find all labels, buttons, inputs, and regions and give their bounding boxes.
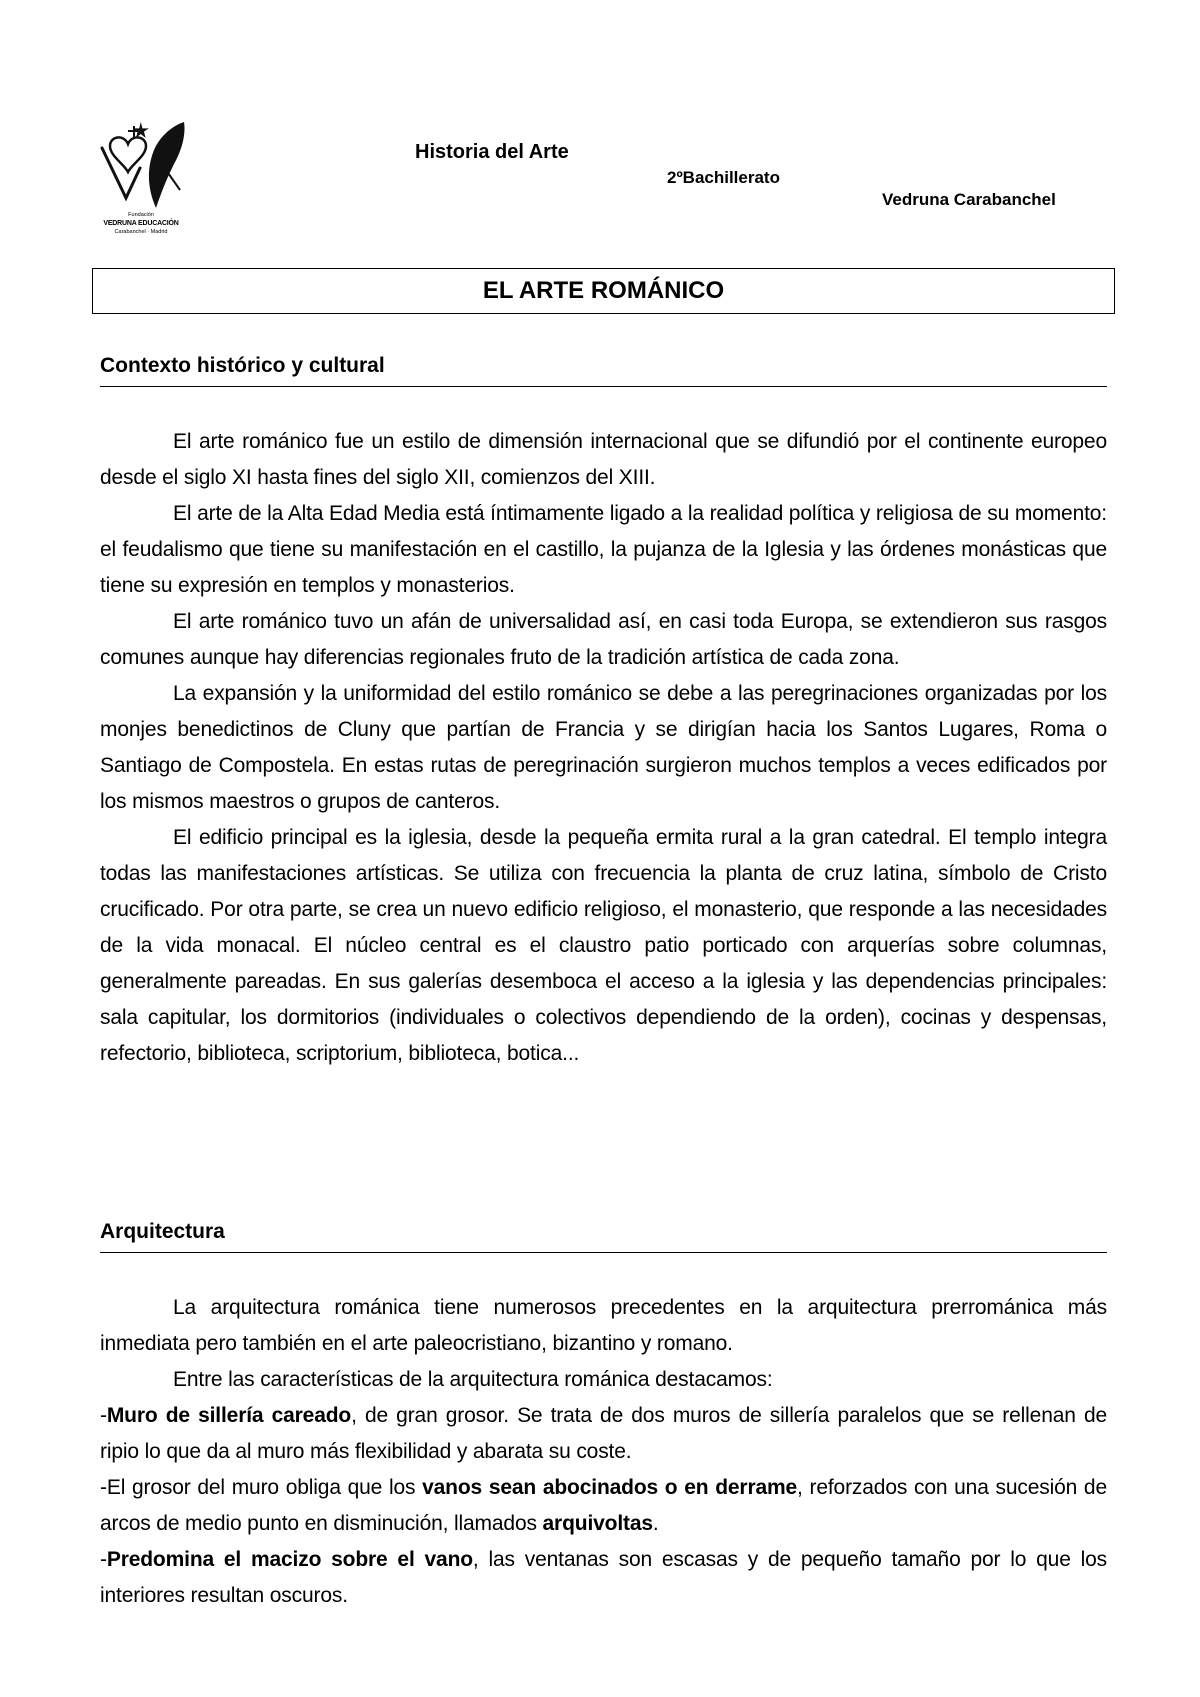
logo-line-3: Carabanchel · Madrid	[114, 229, 168, 235]
list-item	[100, 1542, 1107, 1614]
paragraph: El arte de la Alta Edad Media está íntimamente ligado a la realidad política y religiosa de su momento: el feudalismo que tiene su manifestación en el castillo, la pujanza de la Iglesia y las órdenes monásticas que tiene su expresión en templos y monasterios.	[100, 502, 1107, 597]
paragraph: El edificio principal es la iglesia, desde la pequeña ermita rural a la gran catedral. El templo integra todas las manifestaciones artísticas. Se utiliza con frecuencia la planta de cruz latina, símbolo de Cristo crucificado. Por otra parte, se crea un nuevo edificio religioso, el monasterio, que responde a las necesidades de la vida monacal. El núcleo central es el claustro patio porticado con arquerías sobre columnas, generalmente pareadas. En sus galerías desemboca el acceso a la iglesia y las dependencias principales: sala capitular, los dormitorios (individuales o colectivos dependiendo de la orden), cocinas y despensas, refectorio, biblioteca, scriptorium, biblioteca, botica...	[100, 826, 1107, 1065]
list-item-text: , reforzados con una sucesión de arcos de medio punto en disminución, llamados	[100, 1476, 1107, 1535]
title-box	[92, 268, 1115, 314]
list-item	[100, 1398, 1107, 1470]
list-item	[100, 1470, 1107, 1542]
list-item-bold: Predomina el macizo sobre el vano	[106, 1548, 473, 1571]
course-label: 2ºBachillerato	[667, 168, 780, 187]
paragraph: El arte románico tuvo un afán de universalidad así, en casi toda Europa, se extendieron sus rasgos comunes aunque hay diferencias regionales fruto de la tradición artística de cada zona.	[100, 610, 1107, 669]
list-item-text: , de gran grosor. Se trata de dos muros de sillería paralelos que se rellenan de ripio lo que da al muro más flexibilidad y abarata su coste.	[100, 1404, 1108, 1463]
list-item-prefix: -El grosor del muro obliga que los	[100, 1476, 423, 1499]
paragraph: La expansión y la uniformidad del estilo románico se debe a las peregrinaciones organizadas por los monjes benedictinos de Cluny que partían de Francia y se dirigían hacia los Santos Lugares, Roma o Santiago de Compostela. En estas rutas de peregrinación surgieron muchos templos a veces edificados por los mismos maestros o grupos de canteros.	[100, 682, 1107, 813]
list-item-prefix: -	[100, 1548, 107, 1571]
list-item-bold: vanos sean abocinados o en derrame	[422, 1476, 798, 1499]
section-architecture-body	[100, 1290, 1107, 1614]
section-heading-context: Contexto histórico y cultural	[100, 353, 1107, 387]
section-heading-architecture: Arquitectura	[100, 1219, 1107, 1253]
section-context-body	[100, 424, 1107, 1072]
section-context	[100, 353, 1107, 387]
section-architecture	[100, 1219, 1107, 1253]
list-item-bold: Muro de sillería careado	[106, 1404, 352, 1427]
paragraph: El arte románico fue un estilo de dimensión internacional que se difundió por el continente europeo desde el siglo XI hasta fines del siglo XII, comienzos del XIII.	[100, 430, 1107, 489]
paragraph: Entre las características de la arquitectura románica destacamos:	[173, 1368, 773, 1391]
logo-line-1: Fundación	[128, 212, 154, 218]
school-logo	[86, 120, 196, 250]
list-item-text: , las ventanas son escasas y de pequeño tamaño por lo que los interiores resultan oscuros.	[100, 1548, 1108, 1607]
list-item-bold: arquivoltas	[542, 1512, 653, 1535]
vedruna-logo-icon	[96, 120, 191, 210]
list-item-prefix: -	[100, 1404, 107, 1427]
logo-line-2: VEDRUNA EDUCACIÓN	[103, 220, 179, 227]
school-label: Vedruna Carabanchel	[882, 190, 1056, 209]
subject-label: Historia del Arte	[415, 141, 569, 163]
list-item-text: .	[652, 1512, 659, 1535]
page-title: EL ARTE ROMÁNICO	[482, 277, 725, 304]
paragraph: La arquitectura románica tiene numerosos precedentes en la arquitectura prerrománica más inmediata pero también en el arte paleocristiano, bizantino y romano.	[100, 1296, 1107, 1355]
